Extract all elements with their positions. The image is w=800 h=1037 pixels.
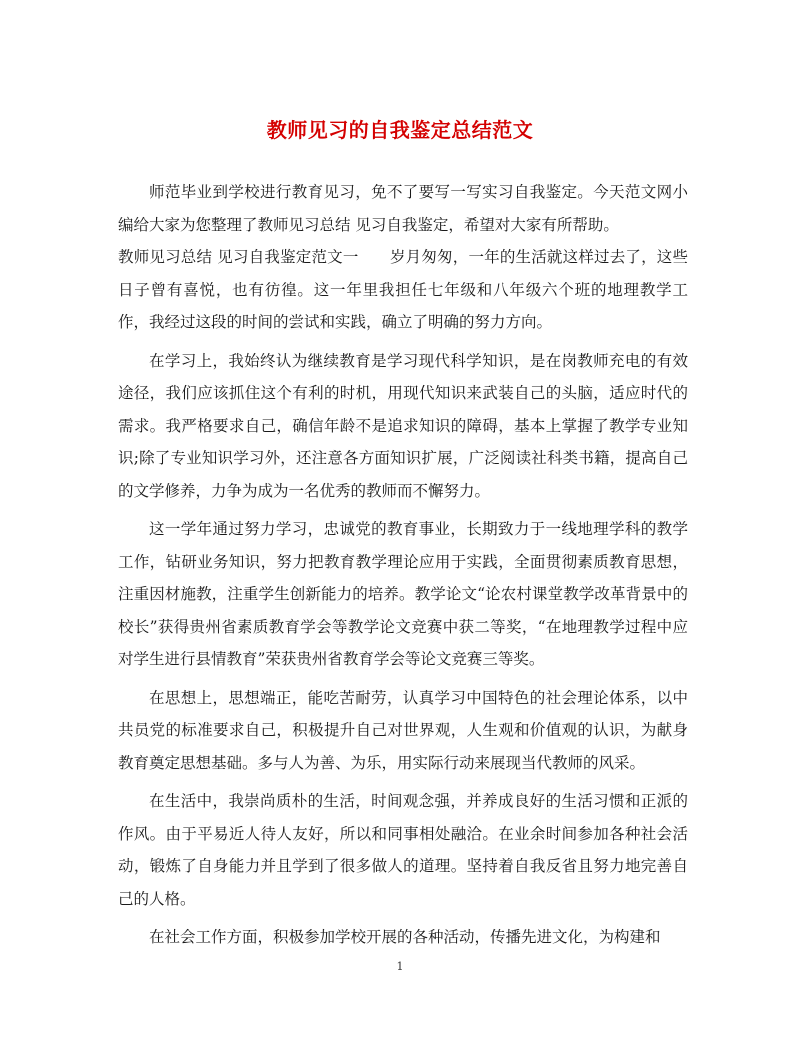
- page-number: 1: [396, 960, 404, 973]
- paragraph-intro: 师范毕业到学校进行教育见习，免不了要写一写实习自我鉴定。今天范文网小编给大家为您整理了教师见习总结 见习自我鉴定，希望对大家有所帮助。: [118, 183, 688, 234]
- paragraph-sample-one: 教师见习总结 见习自我鉴定范文一 岁月匆匆，一年的生活就这样过去了，这些日子曾有喜悦，也有彷徨。这一年里我担任七年级和八年级六个班的地理教学工作，我经过这段的时间的尝试和实践，确立了明确的努力方向。: [118, 248, 688, 331]
- paragraph-life: 在生活中，我崇尚质朴的生活，时间观念强，并养成良好的生活习惯和正派的作风。由于平易近人待人友好，所以和同事相处融洽。在业余时间参加各种社会活动，锻炼了自身能力并且学到了很多做人的道理。坚持着自我反省且努力地完善自己的人格。: [118, 792, 688, 908]
- paragraph-ideology: 在思想上，思想端正，能吃苦耐劳，认真学习中国特色的社会理论体系，以中共员党的标准要求自己，积极提升自己对世界观，人生观和价值观的认识，为献身教育奠定思想基础。多与人为善、为乐，用实际行动来展现当代教师的风采。: [118, 688, 688, 772]
- document-body: [118, 176, 688, 954]
- document-title: 教师见习的自我鉴定总结范文: [266, 118, 534, 142]
- paragraph-social-work: 在社会工作方面，积极参加学校开展的各种活动，传播先进文化，为构建和: [149, 928, 661, 946]
- paragraph-teaching: 这一学年通过努力学习，忠诚党的教育事业，长期致力于一线地理学科的教学工作，钻研业务知识，努力把教育教学理论应用于实践，全面贯彻素质教育思想，注重因材施教，注重学生创新能力的培养。教学论文“论农村课堂教学改革背景中的校长”获得贵州省素质教育学会等教学论文竞赛中获二等奖，“在地理教学过程中应对学生进行县情教育”荣获贵州省教育学会等论文竞赛三等奖。: [118, 520, 688, 668]
- paragraph-study: 在学习上，我始终认为继续教育是学习现代科学知识，是在岗教师充电的有效途径，我们应该抓住这个有利的时机，用现代知识来武装自己的头脑，适应时代的需求。我严格要求自己，确信年龄不是追求知识的障碍，基本上掌握了教学专业知识;除了专业知识学习外，还注意各方面知识扩展，广泛阅读社科类书籍，提高自己的文学修养，力争为成为一名优秀的教师而不懈努力。: [118, 351, 688, 500]
